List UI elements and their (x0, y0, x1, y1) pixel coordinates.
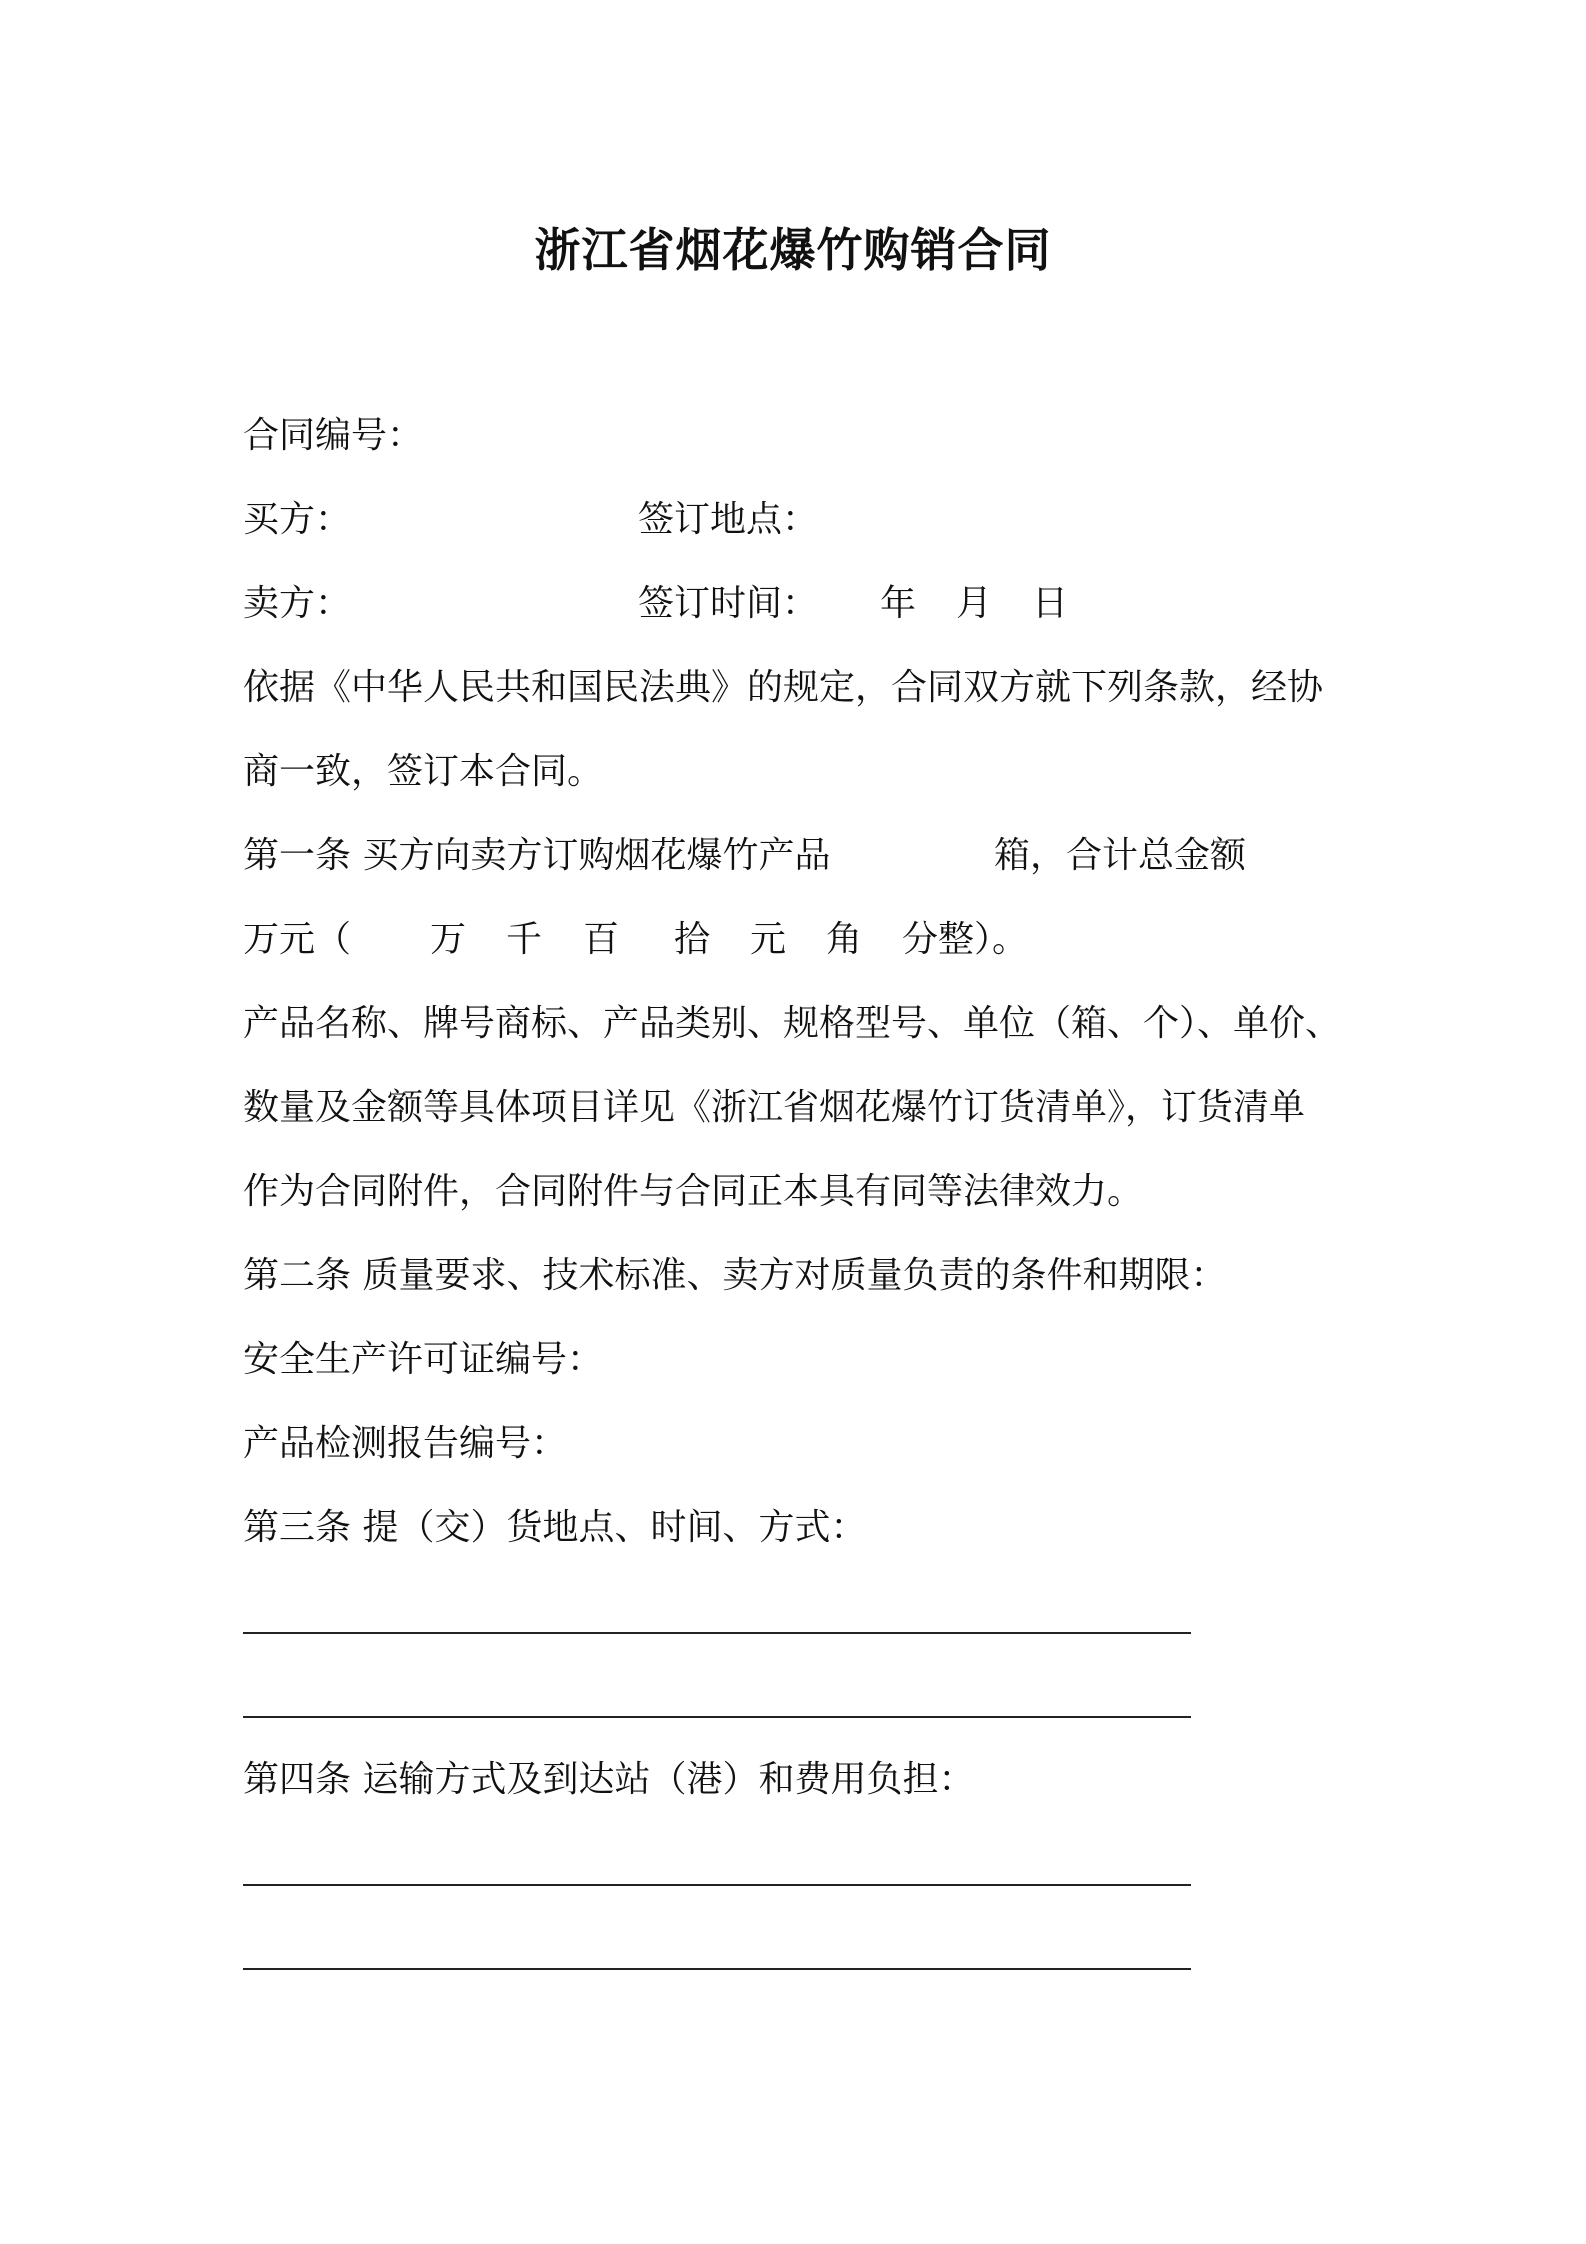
amount-qian: 千 (506, 919, 543, 960)
contract-number-label: 合同编号： (243, 415, 424, 456)
sign-place-label: 签订地点： (638, 499, 819, 540)
amount-bai: 百 (583, 919, 620, 960)
blank-fill-line (243, 1632, 1191, 1634)
article-1-part-2: 箱，合计总金额 (994, 835, 1247, 876)
page-title: 浙江省烟花爆竹购销合同 (534, 223, 1052, 277)
article-3-heading: 第三条 提（交）货地点、时间、方式： (243, 1507, 867, 1548)
amount-jiao: 角 (826, 919, 863, 960)
article-2-heading: 第二条 质量要求、技术标准、卖方对质量负责的条件和期限： (243, 1255, 1227, 1296)
buyer-label: 买方： (243, 499, 352, 540)
article-1-detail-1: 产品名称、牌号商标、产品类别、规格型号、单位（箱、个）、单价、 (243, 1003, 1342, 1044)
sign-time-label: 签订时间： (638, 583, 819, 624)
article-1-detail-2: 数量及金额等具体项目详见《浙江省烟花爆竹订货清单》，订货清单 (243, 1087, 1306, 1128)
day-label: 日 (1032, 583, 1069, 624)
intro-line-1: 依据《中华人民共和国民法典》的规定，合同双方就下列条款，经协 (243, 667, 1324, 708)
amount-wan: 万 (430, 919, 467, 960)
year-label: 年 (880, 583, 917, 624)
amount-shi: 拾 (674, 919, 711, 960)
blank-fill-line (243, 1884, 1191, 1886)
seller-label: 卖方： (243, 583, 352, 624)
article-1-part-1: 第一条 买方向卖方订购烟花爆竹产品 (243, 835, 831, 876)
blank-fill-line (243, 1716, 1191, 1718)
article-1-detail-3: 作为合同附件，合同附件与合同正本具有同等法律效力。 (243, 1171, 1144, 1212)
intro-line-2: 商一致，签订本合同。 (243, 751, 604, 792)
amount-fen-close: 分整）。 (902, 919, 1029, 960)
test-report-label: 产品检测报告编号： (243, 1423, 568, 1464)
amount-open: 万元（ (243, 919, 352, 960)
amount-yuan: 元 (750, 919, 787, 960)
safety-license-label: 安全生产许可证编号： (243, 1339, 604, 1380)
article-4-heading: 第四条 运输方式及到达站（港）和费用负担： (243, 1759, 975, 1800)
blank-fill-line (243, 1968, 1191, 1970)
month-label: 月 (956, 583, 993, 624)
